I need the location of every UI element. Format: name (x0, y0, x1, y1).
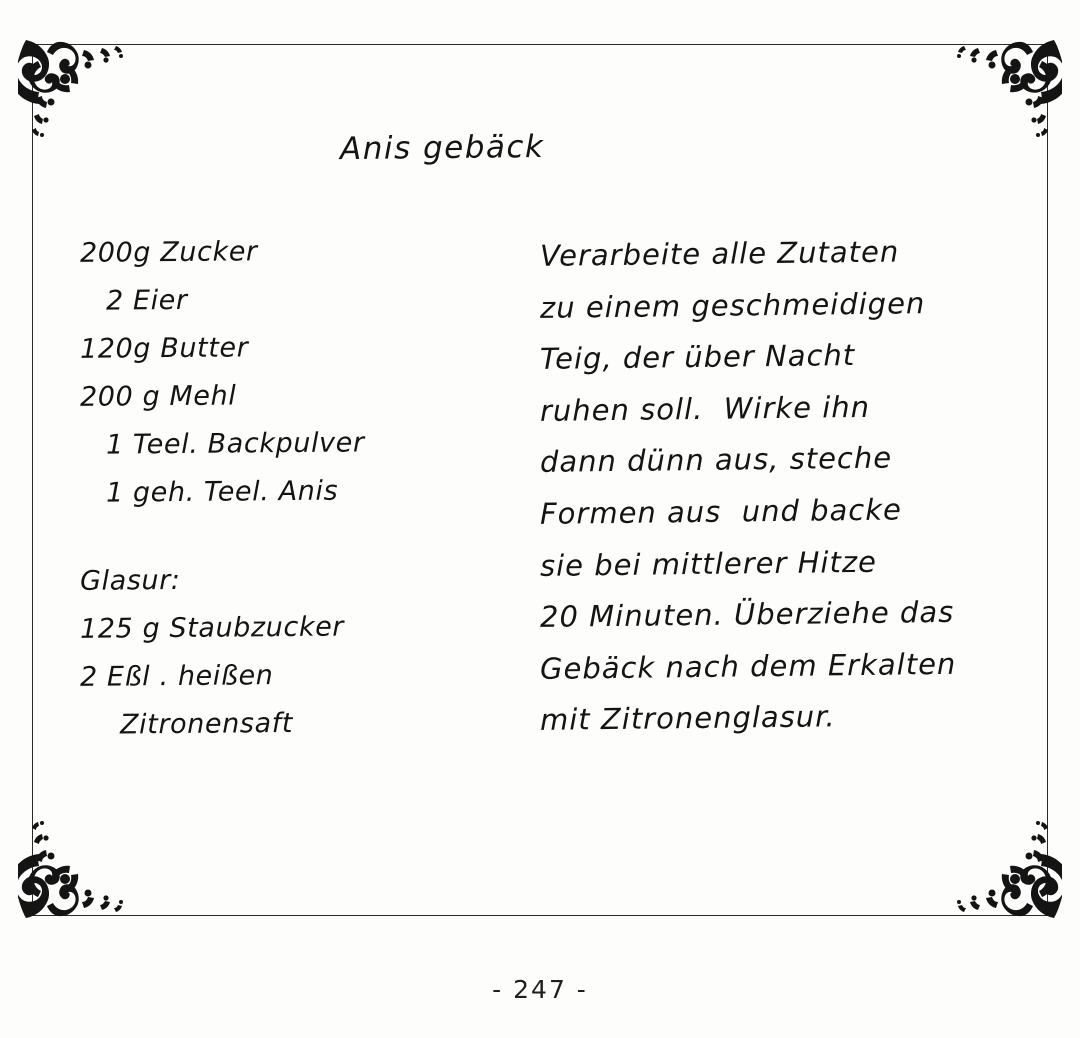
glaze-ingredient-line: 125 g Staubzucker (79, 611, 345, 646)
ingredient-line: 120g Butter (79, 332, 249, 365)
glaze-ingredient-line: Zitronensaft (119, 708, 294, 741)
recipe-body (80, 228, 1010, 748)
glaze-heading: Glasur: (79, 565, 181, 598)
method-line: Gebäck nach dem Erkalten (539, 646, 957, 686)
page-title: Anis gebäck (339, 128, 545, 168)
method-column (540, 228, 1010, 748)
page-number: - 247 - (492, 975, 588, 1004)
ingredient-line: 200 g Mehl (79, 380, 237, 413)
method-line: zu einem geschmeidigen (539, 285, 926, 325)
ingredients-column (80, 228, 500, 748)
method-line: mit Zitronenglasur. (539, 699, 836, 738)
ingredient-line: 200g Zucker (79, 236, 258, 269)
ingredient-line: 1 Teel. Backpulver (105, 427, 365, 461)
method-line: sie bei mittlerer Hitze (539, 544, 878, 583)
ingredient-line: 2 Eier (105, 284, 188, 317)
method-line: Verarbeite alle Zutaten (539, 234, 900, 273)
section-spacer (80, 516, 500, 556)
method-line: dann dünn aus, steche (539, 441, 893, 480)
ingredient-line: 1 geh. Teel. Anis (105, 475, 339, 509)
method-line: 20 Minuten. Überziehe das (539, 595, 955, 635)
method-line: Teig, der über Nacht (539, 338, 856, 377)
method-line: ruhen soll. Wirke ihn (539, 389, 871, 428)
method-line: Formen aus und backe (539, 492, 903, 531)
glaze-ingredient-line: 2 Eßl . heißen (79, 660, 274, 694)
